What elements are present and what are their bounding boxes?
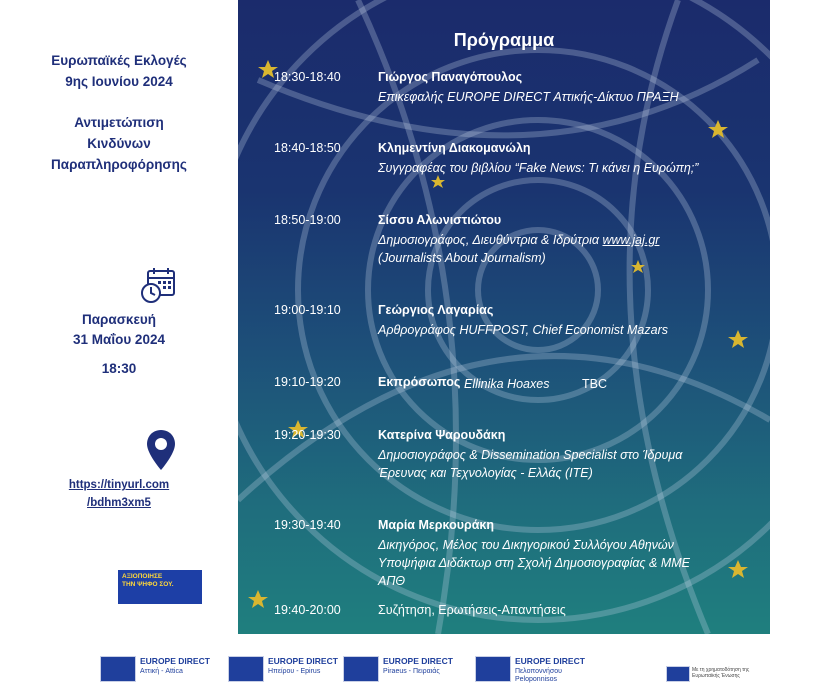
logo-brand: EUROPE DIRECT [383, 656, 453, 666]
discussion-label: Συζήτηση, Ερωτήσεις-Απαντήσεις [378, 603, 566, 617]
speaker-role: Επικεφαλής EUROPE DIRECT Αττικής-Δίκτυο ΠΡΑΞΗ [378, 90, 679, 104]
logo-region: Αττική - Attica [140, 668, 183, 675]
event-subtitle [0, 112, 238, 175]
cofunded-text: Με τη χρηματοδότηση της Ευρωπαϊκής Ένωσης [692, 667, 750, 679]
speaker-name: Κατερίνα Ψαρουδάκη [378, 428, 506, 442]
speaker-role: Έρευνας και Τεχνολογίας - Ελλάς (ΙΤΕ) [378, 466, 593, 480]
speaker-role: Δικηγόρος, Μέλος του Δικηγορικού Συλλόγου Αθηνών [378, 538, 674, 552]
speaker-role: Συγγραφέας του βιβλίου “Fake News: Τι κάνει η Ευρώπη;” [378, 161, 699, 175]
slot-time: 18:50-19:00 [274, 213, 341, 227]
subtitle-line: Παραπληροφόρησης [51, 157, 187, 172]
event-title [0, 50, 238, 92]
slot-time: 18:30-18:40 [274, 70, 341, 84]
eu-flag-icon [100, 656, 136, 682]
link-line[interactable]: /bdhm3xm5 [87, 497, 151, 509]
region-line: Πελοποννήσου [515, 668, 562, 675]
region-line: Peloponnisos [515, 676, 558, 683]
eu-flag-icon [666, 666, 690, 682]
slot-time: 19:30-19:40 [274, 518, 341, 532]
slot-time: 19:00-19:10 [274, 303, 341, 317]
map-pin-icon [145, 428, 177, 472]
event-title-line: Ευρωπαϊκές Εκλογές [51, 53, 187, 68]
speaker-role: Δημοσιογράφος & Dissemination Specialist στο Ίδρυμα [378, 448, 683, 462]
speaker-name: Εκπρόσωπος [378, 375, 461, 389]
subtitle-line: Αντιμετώπιση [74, 115, 164, 130]
vote-badge-logo [118, 570, 202, 604]
logo-brand: EUROPE DIRECT [140, 656, 210, 666]
speaker-role: Αρθρογράφος HUFFPOST, Chief Economist Mazars [378, 323, 668, 337]
speaker-role: ΑΠΘ [378, 574, 406, 588]
slot-time: 19:10-19:20 [274, 375, 341, 389]
speaker-role [378, 231, 659, 249]
slot-time: 19:20-19:30 [274, 428, 341, 442]
eu-flag-icon [475, 656, 511, 682]
tbc-note: TBC [582, 377, 607, 391]
speaker-role: (Journalists About Journalism) [378, 251, 546, 265]
role-text: Δημοσιογράφος, Διευθύντρια & Ιδρύτρια [378, 233, 603, 247]
sidebar [0, 0, 238, 640]
badge-line: ΑΞΙΟΠΟΙΗΣΕ [122, 573, 163, 580]
eu-flag-icon [343, 656, 379, 682]
logo-region [515, 668, 562, 684]
speaker-name: Σίσσυ Αλωνιστιώτου [378, 213, 502, 227]
subtitle-line: Κινδύνων [87, 136, 151, 151]
speaker-name: Γιώργος Παναγόπουλος [378, 70, 523, 84]
speaker-name: Μαρία Μερκουράκη [378, 518, 495, 532]
event-time: 18:30 [101, 361, 137, 376]
website-link[interactable]: www.jaj.gr [602, 233, 660, 247]
slot-time: 19:40-20:00 [274, 603, 341, 617]
event-date-line: 9ης Ιουνίου 2024 [65, 74, 173, 89]
weekday: Παρασκευή [82, 312, 156, 327]
calendar-clock-icon [140, 266, 178, 304]
program-panel [238, 0, 770, 634]
speaker-name: Κλημεντίνη Διακομανώλη [378, 141, 531, 155]
location-link[interactable] [0, 476, 238, 512]
slot-time: 18:40-18:50 [274, 141, 341, 155]
logo-region: Ηπείρου - Epirus [268, 668, 321, 675]
logo-brand: EUROPE DIRECT [515, 656, 585, 666]
speaker-role: Υποψήφια Διδάκτωρ στη Σχολή Δημοσιογραφίας & ΜΜΕ [378, 556, 691, 570]
logo-region: Piraeus - Πειραιάς [383, 668, 440, 675]
logo-brand: EUROPE DIRECT [268, 656, 338, 666]
badge-line: ΤΗΝ ΨΗΦΟ ΣΟΥ. [122, 581, 174, 588]
eu-flag-icon [228, 656, 264, 682]
date: 31 Μαΐου 2024 [73, 332, 165, 347]
event-day [0, 310, 238, 350]
speaker-name: Γεώργιος Λαγαρίας [378, 303, 494, 317]
speaker-org: Ellinika Hoaxes [464, 377, 550, 391]
link-line[interactable]: https://tinyurl.com [68, 479, 170, 491]
program-title: Πρόγραμμα [453, 30, 555, 50]
